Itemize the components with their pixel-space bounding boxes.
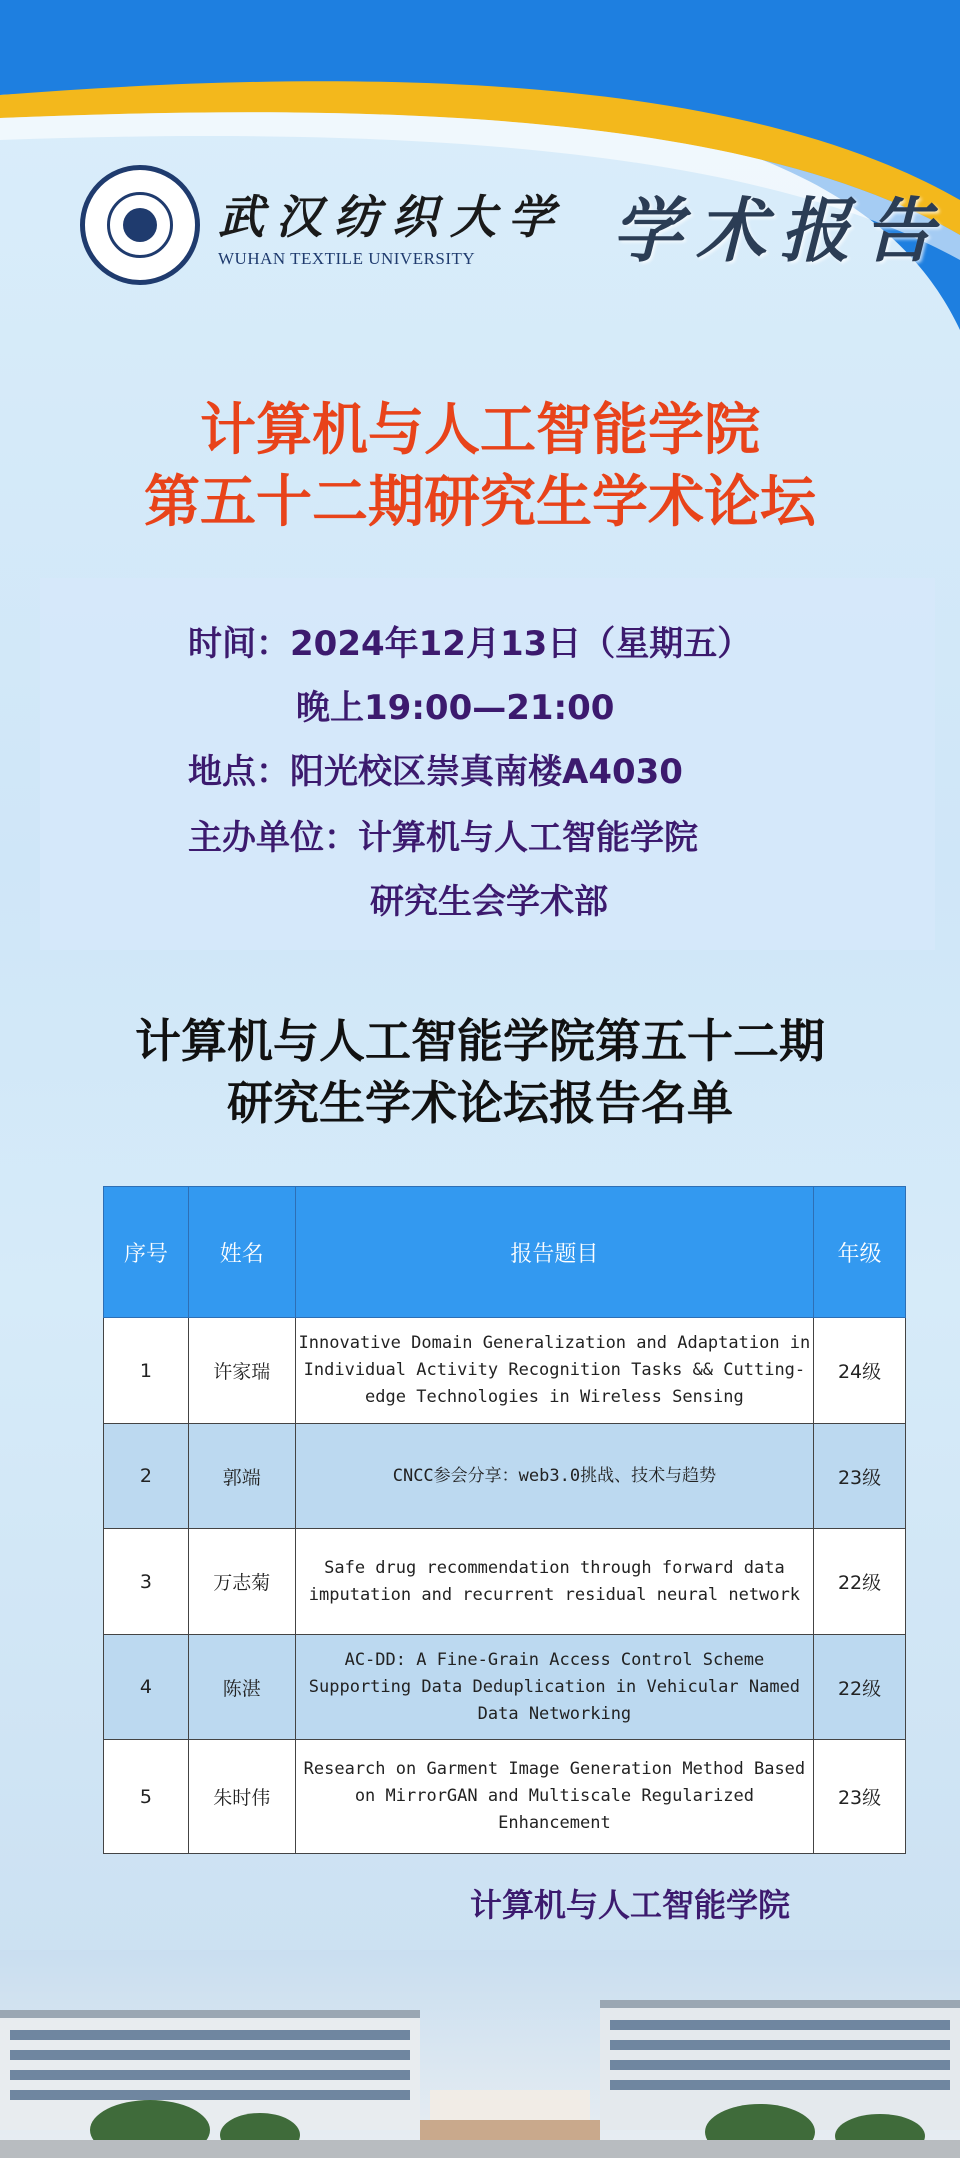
university-logo-block xyxy=(80,165,566,285)
table-row xyxy=(104,1635,906,1740)
university-name-cn: 武汉纺织大学 xyxy=(218,190,566,244)
footer-college: 计算机与人工智能学院 xyxy=(470,1886,791,1924)
row-grade: 24级 xyxy=(814,1318,906,1424)
university-seal-icon xyxy=(80,165,200,285)
header-no: 序号 xyxy=(104,1187,189,1318)
event-time: 晚上19:00—21:00 xyxy=(296,688,615,728)
row-no: 5 xyxy=(104,1740,189,1854)
report-list-title-line2: 研究生学术论坛报告名单 xyxy=(227,1076,733,1130)
university-name-en: WUHAN TEXTILE UNIVERSITY xyxy=(218,249,476,268)
event-title-line1: 计算机与人工智能学院 xyxy=(200,398,760,463)
table-header-row xyxy=(104,1187,906,1318)
campus-buildings-image xyxy=(0,1950,960,2158)
organizer-college: 计算机与人工智能学院 xyxy=(358,818,698,858)
organizer-dept: 研究生会学术部 xyxy=(370,882,608,922)
row-grade: 22级 xyxy=(814,1635,906,1740)
header-name: 姓名 xyxy=(188,1187,295,1318)
row-name: 朱时伟 xyxy=(188,1740,295,1854)
event-date: 2024年12月13日（星期五） xyxy=(290,624,752,664)
row-no: 3 xyxy=(104,1529,189,1635)
table-row xyxy=(104,1318,906,1424)
report-list-title xyxy=(0,1010,960,1134)
row-topic: CNCC参会分享：web3.0挑战、技术与趋势 xyxy=(295,1424,813,1529)
table-row xyxy=(104,1529,906,1635)
row-grade: 23级 xyxy=(814,1740,906,1854)
header-topic: 报告题目 xyxy=(295,1187,813,1318)
row-topic: Research on Garment Image Generation Method Based on MirrorGAN and Multiscale Regularized Enhancement xyxy=(295,1740,813,1854)
row-name: 陈湛 xyxy=(188,1635,295,1740)
place-row xyxy=(188,744,683,793)
report-table xyxy=(103,1186,906,1854)
event-title-line2: 第五十二期研究生学术论坛 xyxy=(144,470,816,535)
time-row xyxy=(188,616,751,665)
place-label: 地点： xyxy=(188,752,290,792)
event-place: 阳光校区崇真南楼A4030 xyxy=(290,752,683,792)
academic-report-tag: 学术报告 xyxy=(612,189,948,272)
time-label: 时间： xyxy=(188,624,290,664)
table-row xyxy=(104,1424,906,1529)
report-list-title-line1: 计算机与人工智能学院第五十二期 xyxy=(135,1014,825,1068)
row-topic: Safe drug recommendation through forward data imputation and recurrent residual neural network xyxy=(295,1529,813,1635)
table-row xyxy=(104,1740,906,1854)
row-name: 许家瑞 xyxy=(188,1318,295,1424)
row-name: 郭端 xyxy=(188,1424,295,1529)
row-no: 2 xyxy=(104,1424,189,1529)
row-topic: AC-DD: A Fine-Grain Access Control Scheme Supporting Data Deduplication in Vehicular Named Data Networking xyxy=(295,1635,813,1740)
row-topic: Innovative Domain Generalization and Adaptation in Individual Activity Recognition Tasks && Cutting-edge Technologies in Wireless Sensing xyxy=(295,1318,813,1424)
row-name: 万志菊 xyxy=(188,1529,295,1635)
row-no: 4 xyxy=(104,1635,189,1740)
row-grade: 23级 xyxy=(814,1424,906,1529)
row-no: 1 xyxy=(104,1318,189,1424)
event-title xyxy=(0,395,960,539)
header-grade: 年级 xyxy=(814,1187,906,1318)
row-grade: 22级 xyxy=(814,1529,906,1635)
organizer-row xyxy=(188,810,698,859)
organizer-label: 主办单位： xyxy=(188,818,358,858)
